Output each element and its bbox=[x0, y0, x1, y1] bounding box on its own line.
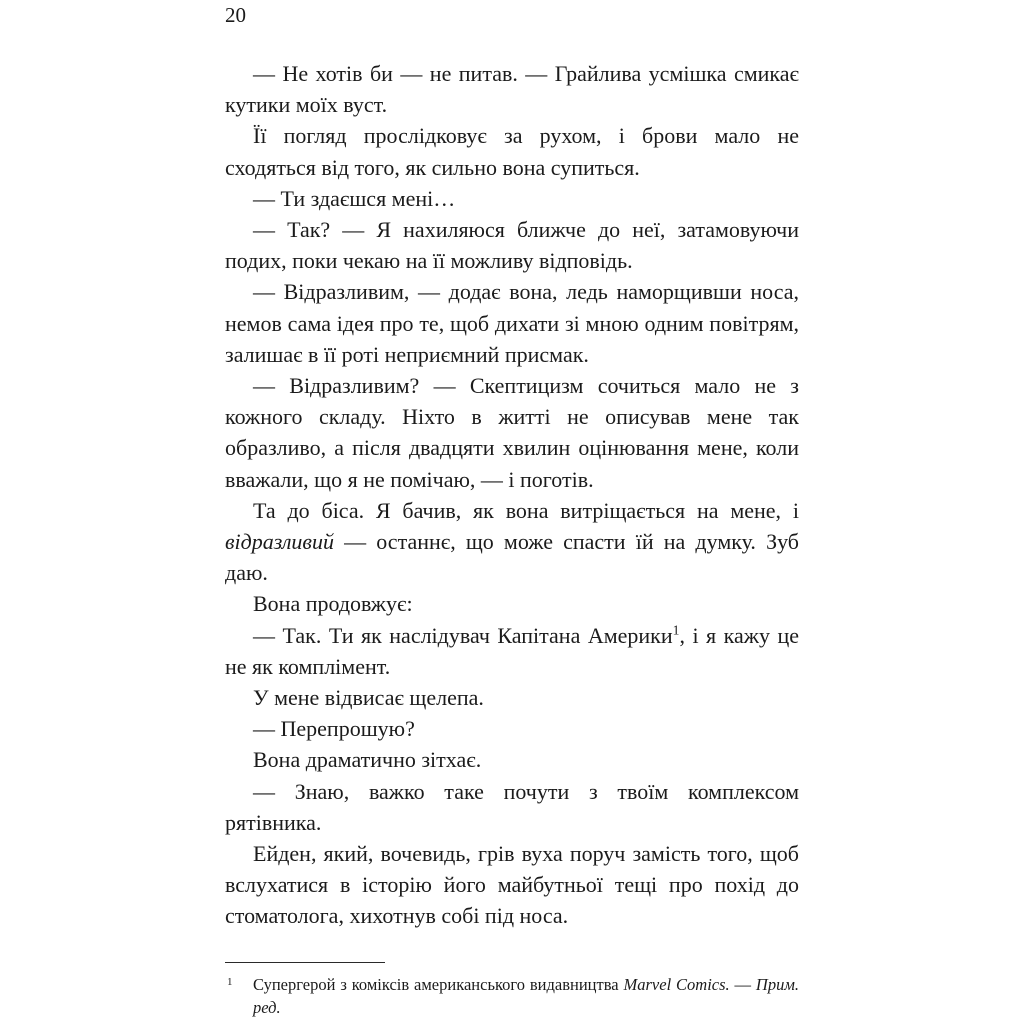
text-run: — Так. Ти як наслідувач Капітана Америки bbox=[253, 622, 673, 648]
paragraph bbox=[225, 588, 799, 619]
page-number: 20 bbox=[225, 3, 246, 27]
footnote-marker: 1 bbox=[227, 976, 233, 988]
footnote-text bbox=[253, 975, 799, 1017]
footnote-rule bbox=[225, 962, 385, 963]
paragraph bbox=[225, 370, 799, 495]
text-run: — bbox=[729, 975, 756, 994]
emphasis-text: відразливий bbox=[225, 529, 334, 555]
emphasis-text: Прим. ред. bbox=[253, 975, 799, 1017]
text-run: Вона драматично зітхає. bbox=[253, 747, 482, 773]
paragraph bbox=[225, 183, 799, 214]
paragraph bbox=[225, 776, 799, 838]
text-block bbox=[225, 58, 799, 932]
text-run: Її погляд прослідковує за рухом, і брови мало не сходяться від того, як сильно вона супиться. bbox=[225, 123, 799, 180]
paragraph bbox=[225, 120, 799, 182]
text-run: — Відразливим? — Скептицизм сочиться мало не з кожного складу. Ніхто в житті не описував мене так образливо, а після двадцяти хвилин оцінювання мене, коли вважали, що я не помічаю, — і поготів. bbox=[225, 373, 799, 492]
text-run: — Перепрошую? bbox=[253, 716, 415, 742]
paragraph bbox=[225, 744, 799, 775]
paragraph bbox=[225, 838, 799, 932]
text-run: , і я кажу це не як комплімент. bbox=[225, 622, 800, 679]
footnote-reference: 1 bbox=[672, 622, 680, 638]
footnote-area bbox=[225, 962, 799, 1019]
text-run: Вона продовжує: bbox=[253, 591, 413, 617]
paragraph bbox=[225, 214, 799, 276]
text-run: — Не хотів би — не питав. — Грайлива усмішка смикає кутики моїх вуст. bbox=[225, 61, 799, 118]
text-run: — Знаю, важко таке почути з твоїм комплексом рятівника. bbox=[225, 778, 799, 835]
paragraph bbox=[225, 713, 799, 744]
text-run: — останнє, що може спасти їй на думку. Зуб даю. bbox=[225, 529, 799, 586]
footnote bbox=[225, 973, 799, 1019]
text-run: — Так? — Я нахиляюся ближче до неї, затамовуючи подих, поки чекаю на її можливу відповідь. bbox=[225, 217, 799, 274]
text-run: Супергерой з коміксів американського видавництва bbox=[253, 975, 624, 994]
text-run: — Відразливим, — додає вона, ледь наморщивши носа, немов сама ідея про те, щоб дихати зі мною одним повітрям, залишає в її роті неприємний присмак. bbox=[225, 279, 799, 367]
text-run: Та до біса. Я бачив, як вона витріщається на мене, і bbox=[253, 497, 799, 523]
paragraph bbox=[225, 682, 799, 713]
text-run: Ейден, який, вочевидь, грів вуха поруч замість того, щоб вслухатися в історію його майбутньої тещі про похід до стоматолога, хихотнув собі під носа. bbox=[225, 841, 799, 929]
paragraph bbox=[225, 58, 799, 120]
text-run: — Ти здаєшся мені… bbox=[253, 185, 456, 211]
paragraph bbox=[225, 276, 799, 370]
paragraph bbox=[225, 620, 799, 682]
text-run: У мене відвисає щелепа. bbox=[253, 685, 484, 711]
paragraph bbox=[225, 495, 799, 589]
emphasis-text: Marvel Comics. bbox=[623, 975, 730, 994]
